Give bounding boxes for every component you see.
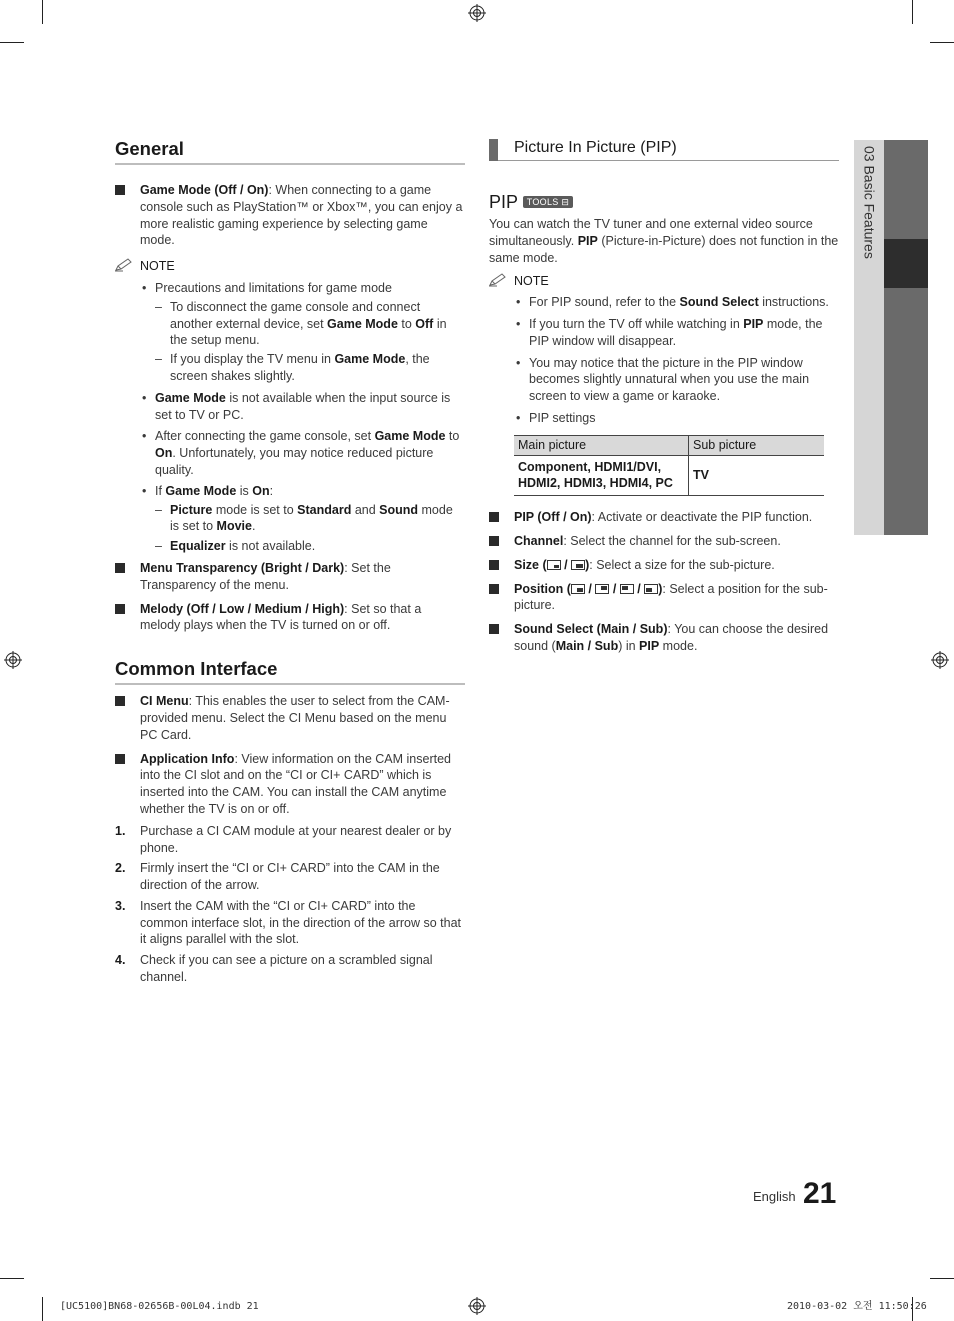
note-bullet: • After connecting the game console, set Game Mode to On. Unfortunately, you may notice reduced picture quality. (142, 429, 460, 477)
list-item-pip-off-on: PIP (Off / On): Activate or deactivate the PIP function. (489, 509, 839, 526)
section-title-general: General (115, 138, 465, 165)
note-bullet: • You may notice that the picture in the PIP window becomes slightly unnatural when you use the main screen to view a game or karaoke. (516, 355, 810, 404)
registration-mark-icon (468, 1297, 486, 1315)
note-bullet: • Game Mode is not available when the input source is set to TV or PC. (142, 390, 451, 422)
registration-mark-icon (4, 651, 22, 669)
square-bullet-icon (115, 185, 125, 195)
list-item-position: Position ( / / / ): Select a position for the sub-picture. (489, 581, 839, 615)
pip-settings-table (514, 435, 824, 496)
crop-mark (930, 42, 954, 43)
list-item-application-info: Application Info: View information on the CAM inserted into the CI slot and on the “CI or CI+ CARD” which is inserted into the CAM. You can install the CAM anytime whether the TV is on or off. (115, 751, 465, 818)
square-bullet-icon (489, 624, 499, 634)
pip-heading: PIP TOOLS ⊟ (489, 191, 839, 213)
square-bullet-icon (115, 604, 125, 614)
square-bullet-icon (489, 536, 499, 546)
list-item-game-mode: Game Mode (Off / On): When connecting to a game console such as PlayStation™ or Xbox™, you can enjoy a more realistic gaming experience by selecting game mode. (115, 182, 465, 249)
crop-mark (42, 0, 43, 24)
note-bullet: • Precautions and limitations for game mode (142, 280, 392, 295)
page-number: 21 (803, 1177, 837, 1210)
crop-mark (0, 42, 24, 43)
note-dash-item: – Equalizer is not available. (155, 539, 316, 554)
square-bullet-icon (489, 584, 499, 594)
right-column (489, 138, 839, 655)
position-top-right-icon (595, 584, 609, 594)
table-header: Main picture (514, 435, 689, 455)
left-column (115, 138, 465, 986)
step-item: 2. Firmly insert the “CI or CI+ CARD” into the CAM in the direction of the arrow. (115, 861, 440, 893)
square-bullet-icon (489, 560, 499, 570)
note-bullet: • If you turn the TV off while watching in PIP mode, the PIP window will disappear. (516, 316, 823, 348)
list-item-melody: Melody (Off / Low / Medium / High): Set so that a melody plays when the TV is turned on or off. (115, 601, 465, 635)
table-header: Sub picture (689, 435, 825, 455)
size-small-icon (547, 560, 561, 570)
note-heading: NOTE (115, 258, 465, 275)
tools-badge: TOOLS ⊟ (523, 196, 574, 208)
note-bullet: • If Game Mode is On: (142, 483, 274, 498)
crop-mark (0, 1278, 24, 1279)
note-dash-item: – To disconnect the game console and connect another external device, set Game Mode to Off in the setup menu. (155, 299, 447, 348)
square-bullet-icon (489, 512, 499, 522)
pencil-note-icon (115, 258, 133, 272)
table-cell: Component, HDMI1/DVI, HDMI2, HDMI3, HDMI4, PC (514, 455, 689, 496)
note-bullet: • PIP settings (516, 410, 596, 425)
note-heading: NOTE (489, 273, 839, 290)
section-bar (489, 139, 498, 161)
tools-icon: ⊟ (561, 197, 570, 207)
list-item-sound-select: Sound Select (Main / Sub): You can choose the desired sound (Main / Sub) in PIP mode. (489, 621, 839, 655)
pencil-note-icon (489, 273, 507, 287)
registration-mark-icon (931, 651, 949, 669)
section-title-pip: Picture In Picture (PIP) (489, 138, 839, 161)
table-cell: TV (689, 455, 825, 496)
square-bullet-icon (115, 696, 125, 706)
chapter-tab-label: 03 Basic Features (861, 146, 878, 259)
square-bullet-icon (115, 563, 125, 573)
position-top-left-icon (620, 584, 634, 594)
position-bottom-left-icon (644, 584, 658, 594)
note-dash-item: – If you display the TV menu in Game Mode, the screen shakes slightly. (155, 352, 430, 383)
chapter-tab-marker (884, 239, 928, 288)
crop-mark (930, 1278, 954, 1279)
step-item: 3. Insert the CAM with the “CI or CI+ CARD” into the common interface slot, in the direction of the arrow so that it aligns parallel with the slot. (115, 898, 461, 947)
square-bullet-icon (115, 754, 125, 764)
registration-mark-icon (468, 4, 486, 22)
list-item-size: Size ( / ): Select a size for the sub-picture. (489, 557, 839, 574)
step-item: 1. Purchase a CI CAM module at your nearest dealer or by phone. (115, 823, 452, 855)
slug-right: 2010-03-02 오전 11:50:26 (787, 1301, 927, 1312)
step-item: 4. Check if you can see a picture on a scrambled signal channel. (115, 953, 433, 985)
chapter-tab-strip (884, 140, 928, 535)
list-item-channel: Channel: Select the channel for the sub-screen. (489, 533, 839, 550)
note-bullet: • For PIP sound, refer to the Sound Select instructions. (516, 295, 829, 310)
note-dash-item: – Picture mode is set to Standard and Sound mode is set to Movie. (155, 502, 453, 534)
footer-language: English (753, 1189, 796, 1204)
pip-intro: You can watch the TV tuner and one external video source simultaneously. PIP (Picture-in-Picture) does not function in the same mode. (489, 217, 839, 265)
list-item-ci-menu: CI Menu: This enables the user to select from the CAM-provided menu. Select the CI Menu based on the menu PC Card. (115, 693, 465, 743)
list-item-menu-transparency: Menu Transparency (Bright / Dark): Set the Transparency of the menu. (115, 560, 465, 594)
slug-left: [UC5100]BN68-02656B-00L04.indb 21 (60, 1301, 259, 1312)
position-bottom-right-icon (571, 584, 585, 594)
crop-mark (912, 0, 913, 24)
size-large-icon (571, 560, 585, 570)
section-title-common-interface: Common Interface (115, 658, 465, 685)
crop-mark (42, 1297, 43, 1321)
